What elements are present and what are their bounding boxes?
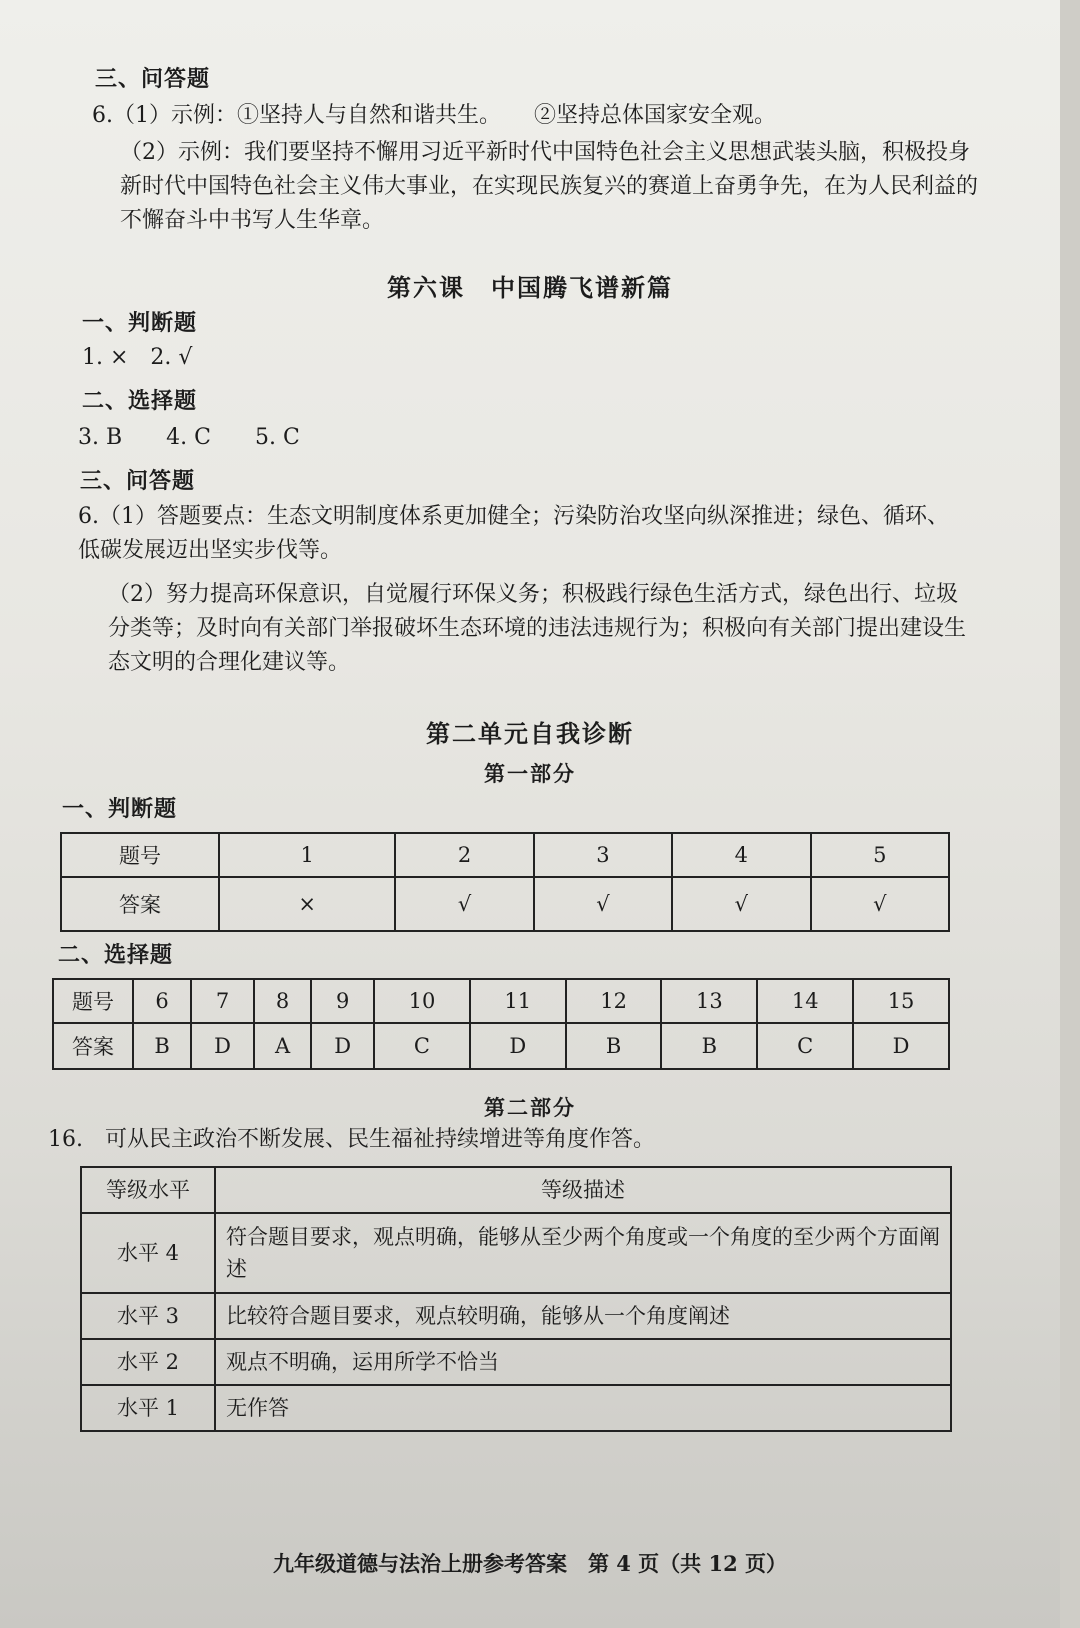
lesson6-choice-answers: 3. B 4. C 5. C [78,425,300,450]
grade-desc-cell: 比较符合题目要求，观点较明确，能够从一个角度阐述 [215,1293,951,1339]
judge-num-cell: 3 [534,833,672,877]
judge-ans-cell: √ [395,877,533,931]
grade-table [80,1166,952,1432]
choice-num-cell: 12 [566,979,662,1023]
grade-level-cell: 水平 4 [81,1213,215,1293]
grade-desc-cell: 观点不明确，运用所学不恰当 [215,1339,951,1385]
choice-ans-cell: D [191,1023,254,1069]
grade-level-cell: 水平 2 [81,1339,215,1385]
unit2-judge-heading: 一、判断题 [62,797,178,822]
page-footer: 九年级道德与法治上册参考答案 第 4 页（共 12 页） [272,1551,788,1576]
unit2-part1: 第一部分 [484,762,576,786]
choice-row-label-num: 题号 [53,979,133,1023]
judge-table-number-row [61,833,949,877]
choice-num-cell: 13 [661,979,757,1023]
grade-row [81,1293,951,1339]
choice-ans-cell: D [470,1023,566,1069]
lesson6-qa-heading: 三、问答题 [80,469,196,494]
judge-table-answer-row [61,877,949,931]
choice-table-number-row [53,979,949,1023]
choice-num-cell: 8 [254,979,311,1023]
judge-row-label-num: 题号 [61,833,219,877]
unit2-choice-heading: 二、选择题 [58,943,174,968]
choice-ans-cell: A [254,1023,311,1069]
judge-ans-cell: √ [811,877,949,931]
lesson6-judge-heading: 一、判断题 [82,311,198,336]
unit2-title: 第二单元自我诊断 [426,720,634,748]
choice-ans-cell: B [661,1023,757,1069]
q16-text: 16. 可从民主政治不断发展、民生福祉持续增进等角度作答。 [48,1127,655,1152]
grade-header-row [81,1167,951,1213]
choice-ans-cell: B [566,1023,662,1069]
choice-num-cell: 11 [470,979,566,1023]
qa-heading-top: 三、问答题 [95,67,211,92]
choice-ans-cell: C [374,1023,470,1069]
choice-ans-cell: C [757,1023,853,1069]
choice-num-cell: 7 [191,979,254,1023]
choice-num-cell: 14 [757,979,853,1023]
q6-part1-top: 6.（1）示例：①坚持人与自然和谐共生。 ②坚持总体国家安全观。 [92,103,776,128]
judge-num-cell: 1 [219,833,395,877]
unit2-part2: 第二部分 [484,1096,576,1120]
judge-table [60,832,950,932]
grade-desc-cell: 无作答 [215,1385,951,1431]
judge-num-cell: 5 [811,833,949,877]
grade-header-level: 等级水平 [81,1167,215,1213]
lesson6-title: 第六课 中国腾飞谱新篇 [387,274,673,302]
grade-level-cell: 水平 3 [81,1293,215,1339]
choice-row-label-ans: 答案 [53,1023,133,1069]
judge-num-cell: 4 [672,833,810,877]
judge-row-label-ans: 答案 [61,877,219,931]
choice-num-cell: 15 [853,979,949,1023]
choice-table-answer-row [53,1023,949,1069]
grade-header-desc: 等级描述 [215,1167,951,1213]
grade-desc-cell: 符合题目要求，观点明确，能够从至少两个角度或一个角度的至少两个方面阐述 [215,1213,951,1293]
choice-ans-cell: D [853,1023,949,1069]
lesson6-q6-part1: 6.（1）答题要点：生态文明制度体系更加健全；污染防治攻坚向纵深推进；绿色、循环、低碳发展迈出坚实步伐等。 [78,504,949,563]
choice-num-cell: 9 [311,979,374,1023]
choice-num-cell: 6 [133,979,191,1023]
grade-row [81,1385,951,1431]
judge-ans-cell: √ [534,877,672,931]
grade-level-cell: 水平 1 [81,1385,215,1431]
lesson6-q6-part2: （2）努力提高环保意识，自觉履行环保义务；积极践行绿色生活方式，绿色出行、垃圾分类等；及时向有关部门举报破坏生态环境的违法违规行为；积极向有关部门提出建设生态文明的合理化建议等。 [108,582,967,675]
lesson6-choice-heading: 二、选择题 [82,389,198,414]
choice-num-cell: 10 [374,979,470,1023]
choice-table [52,978,950,1070]
judge-num-cell: 2 [395,833,533,877]
judge-ans-cell: √ [672,877,810,931]
choice-ans-cell: D [311,1023,374,1069]
choice-ans-cell: B [133,1023,191,1069]
lesson6-judge-answers: 1. × 2. √ [82,345,193,370]
grade-row [81,1213,951,1293]
grade-row [81,1339,951,1385]
q6-part2-top: （2）示例：我们要坚持不懈用习近平新时代中国特色社会主义思想武装头脑，积极投身新时代中国特色社会主义伟大事业，在实现民族复兴的赛道上奋勇争先，在为人民利益的不懈奋斗中书写人生华章。 [120,140,979,233]
judge-ans-cell: × [219,877,395,931]
